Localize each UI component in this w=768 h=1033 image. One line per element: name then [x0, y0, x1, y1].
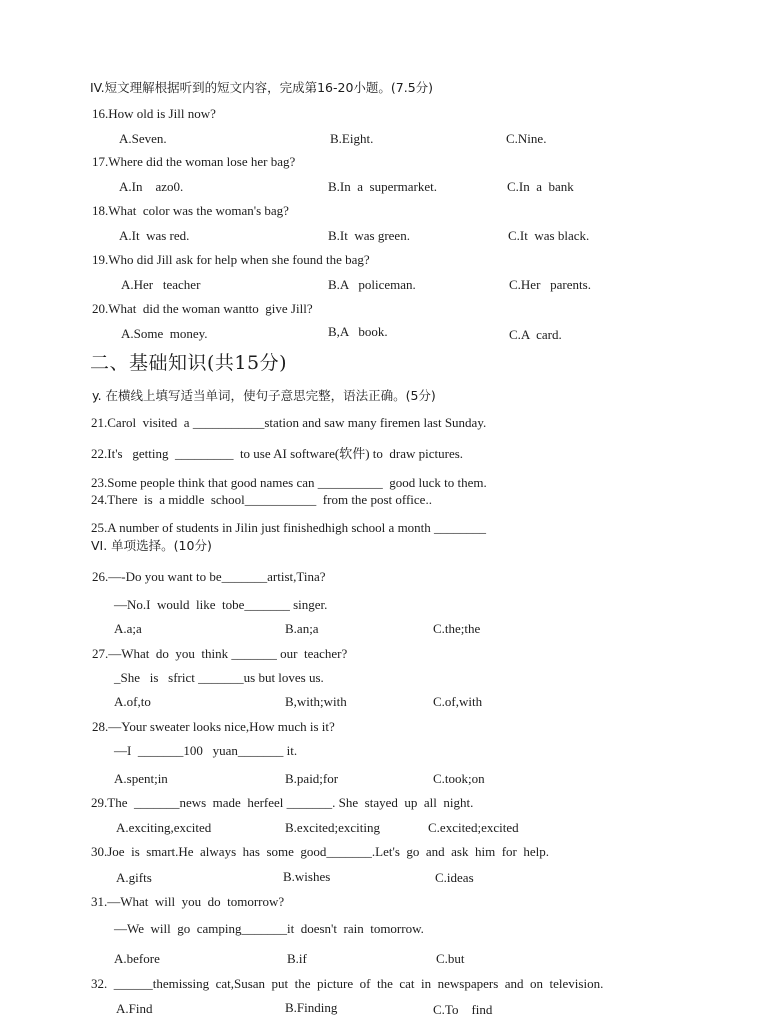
question-stem: 17.Where did the woman lose her bag? [92, 154, 296, 169]
option-a: A.Find [116, 1001, 153, 1016]
section-v-title: y. 在横线上填写适当单词，使句子意思完整，语法正确。(5分) [92, 388, 436, 403]
question-stem: 32. ______themissing cat,Susan put the picture of the cat in newspapers and on television. [91, 976, 604, 991]
option-a: A.gifts [116, 870, 152, 885]
option-a: A.In azo0. [119, 179, 184, 194]
option-c: C.In a bank [507, 179, 574, 194]
fill-in-item: 22.It's getting _________ to use AI software(软件) to draw pictures. [91, 446, 464, 461]
part-two-heading: 二、基础知识(共15分) [90, 352, 288, 374]
option-b: B.paid;for [285, 771, 339, 786]
option-a: A.a;a [114, 621, 142, 636]
option-b: B.A policeman. [328, 277, 416, 292]
option-a: A.Her teacher [121, 277, 201, 292]
question-stem-reply: —I _______100 yuan_______ it. [114, 743, 298, 758]
option-c: C.Her parents. [509, 277, 591, 292]
question-stem: 27.—What do you think _______ our teacher? [92, 646, 348, 661]
question-stem: 26.—-Do you want to be_______artist,Tina? [92, 569, 326, 584]
option-b: B.wishes [283, 869, 331, 884]
question-stem: 16.How old is Jill now? [92, 106, 216, 121]
question-stem: 28.—Your sweater looks nice,How much is it? [92, 719, 335, 734]
option-c: C.the;the [433, 621, 481, 636]
option-a: A.spent;in [114, 771, 168, 786]
option-b: B,A book. [328, 324, 388, 339]
question-stem: 30.Joe is smart.He always has some good_______.Let's go and ask him for help. [91, 844, 549, 859]
question-stem: 18.What color was the woman's bag? [92, 203, 289, 218]
option-a: A.of,to [114, 694, 151, 709]
option-a: A.exciting,excited [116, 820, 212, 835]
option-a: A.It was red. [119, 228, 190, 243]
option-b: B.excited;exciting [285, 820, 380, 835]
option-b: B.Eight. [330, 131, 374, 146]
option-b: B.an;a [285, 621, 319, 636]
question-stem: 31.—What will you do tomorrow? [91, 894, 285, 909]
section-iv-title: IV.短文理解根据听到的短文内容，完成第16-20小题。(7.5分) [90, 80, 434, 95]
question-stem: 20.What did the woman wantto give Jill? [92, 301, 313, 316]
question-stem-reply: _She is sfrict _______us but loves us. [114, 670, 324, 685]
option-c: C.excited;excited [428, 820, 519, 835]
option-b: B.Finding [285, 1000, 338, 1015]
option-a: A.before [114, 951, 160, 966]
section-vi-title: VI. 单项选择。(10分) [91, 538, 212, 553]
option-b: B.In a supermarket. [328, 179, 438, 194]
fill-in-item: 25.A number of students in Jilin just finishedhigh school a month ________ [91, 520, 487, 535]
option-c: C.A card. [509, 327, 562, 342]
option-b: B,with;with [285, 694, 347, 709]
option-c: C.ideas [435, 870, 474, 885]
fill-in-item: 24.There is a middle school___________ from the post office.. [91, 492, 432, 507]
option-c: C.To find [433, 1002, 493, 1017]
option-a: A.Seven. [119, 131, 167, 146]
fill-in-item: 23.Some people think that good names can __________ good luck to them. [91, 475, 487, 490]
option-c: C.of,with [433, 694, 483, 709]
option-b: B.if [287, 951, 307, 966]
question-stem: 29.The _______news made herfeel _______. She stayed up all night. [91, 795, 474, 810]
option-c: C.Nine. [506, 131, 547, 146]
question-stem: 19.Who did Jill ask for help when she found the bag? [92, 252, 370, 267]
question-stem-reply: —No.I would like tobe_______ singer. [114, 597, 328, 612]
option-c: C.It was black. [508, 228, 590, 243]
option-a: A.Some money. [121, 326, 208, 341]
option-c: C.but [436, 951, 465, 966]
fill-in-item: 21.Carol visited a ___________station and saw many firemen last Sunday. [91, 415, 487, 430]
option-b: B.It was green. [328, 228, 410, 243]
question-stem-reply: —We will go camping_______it doesn't rain tomorrow. [114, 921, 424, 936]
option-c: C.took;on [433, 771, 485, 786]
